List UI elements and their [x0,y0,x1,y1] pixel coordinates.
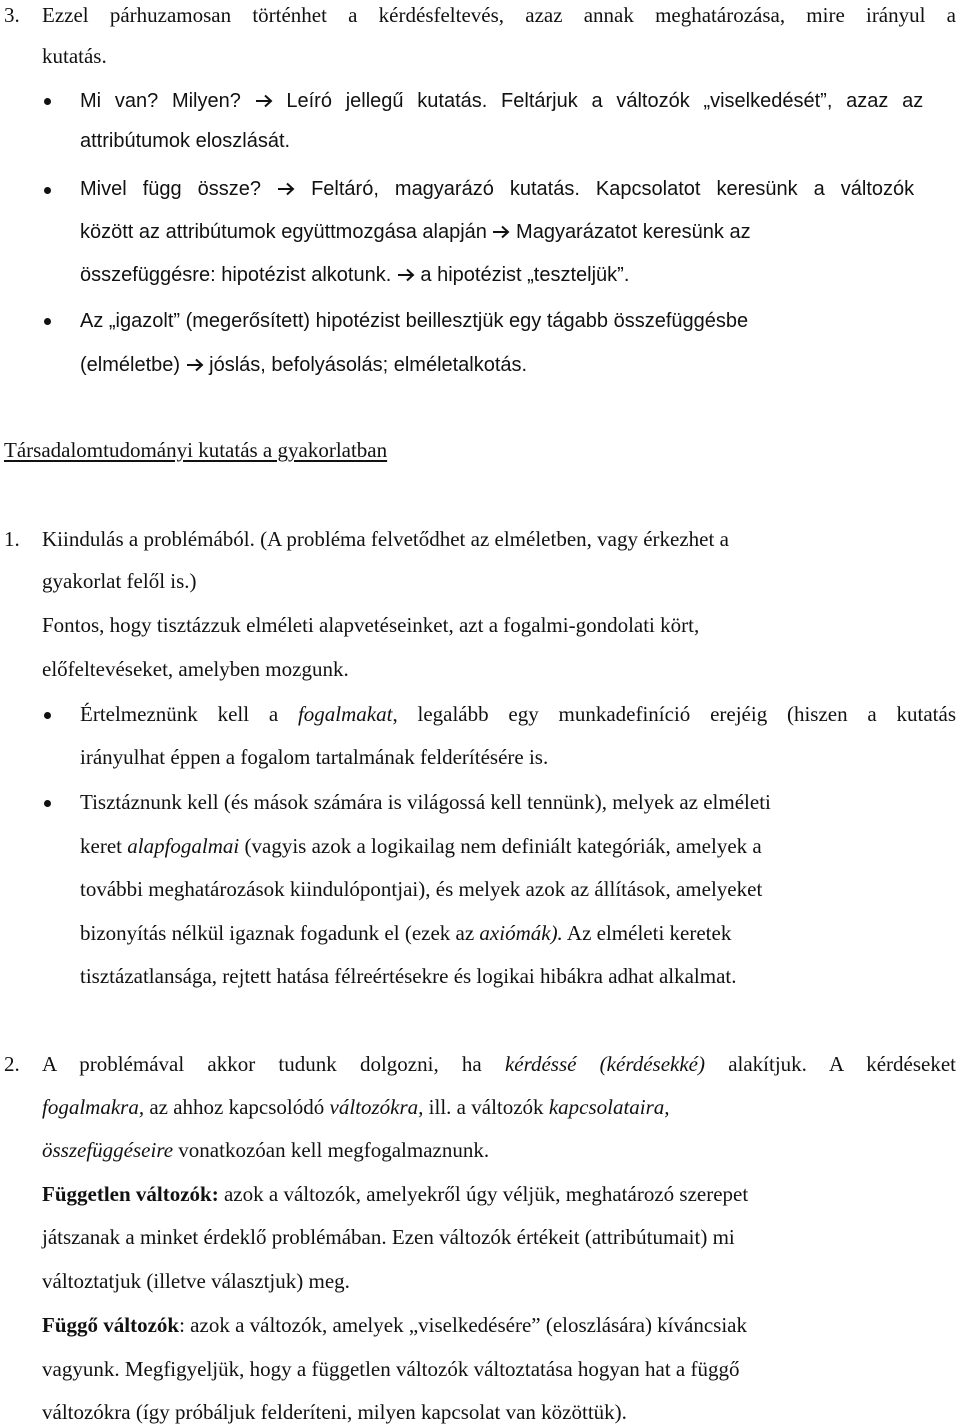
bullet-a3-line-2: (elméletbe) jóslás, befolyásolás; elméletalkotás. [80,354,528,376]
item-2-line-3: összefüggéseire vonatkozóan kell megfogalmaznunk. [42,1138,490,1162]
bullet-a1-line-1: Mi van? Milyen? Leíró jellegű kutatás. Feltárjuk a változók „viselkedését”, azaz az [80,90,924,112]
independent-variables-line-3: változtatjuk (illetve választjuk) meg. [42,1269,350,1293]
bullet-marker [44,800,51,807]
independent-variables-term: Független változók: [42,1182,219,1206]
bullet-a2-line-3: összefüggésre: hipotézist alkotunk. a hipotézist „teszteljük”. [80,264,630,286]
item-1-number: 1. [4,527,20,551]
bullet-a1-line-2: attribútumok eloszlását. [80,130,291,152]
item-1-line-2: gyakorlat felől is.) [42,569,197,593]
bullet-a2-line-2: között az attribútumok együttmozgása alapján Magyarázatot keresünk az [80,221,751,243]
right-arrow-icon [492,225,510,239]
bullet-marker [44,187,51,194]
independent-variables-line-2: játszanak a minket érdeklő problémában. Ezen változók értékeit (attribútumait) mi [42,1225,735,1249]
bullet-b2-line-1: Tisztáznunk kell (és mások számára is világossá kell tennünk), melyek az elméleti [80,790,771,814]
item-2-line-1: A problémával akkor tudunk dolgozni, ha kérdéssé (kérdésekké) alakítjuk. A kérdéseket [42,1052,956,1076]
bullet-a3-line-1: Az „igazolt” (megerősített) hipotézist beillesztjük egy tágabb összefüggésbe [80,310,749,332]
bullet-b2-line-2: keret alapfogalmai (vagyis azok a logikailag nem definiált kategóriák, amelyek a [80,834,762,858]
bullet-b1-line-2: irányulhat éppen a fogalom tartalmának felderítésére is. [80,745,549,769]
right-arrow-icon [277,182,295,196]
bullet-b2-line-3: további meghatározások kiindulópontjai), és melyek azok az állítások, amelyeket [80,877,763,901]
item-3-number: 3. [4,3,20,27]
bullet-a2-line-1: Mivel függ össze? Feltáró, magyarázó kutatás. Kapcsolatot keresünk a változók [80,178,915,200]
item-2-line-2: fogalmakra, az ahhoz kapcsolódó változókra, ill. a változók kapcsolataira, [42,1095,670,1119]
section-heading: Társadalomtudományi kutatás a gyakorlatban [4,438,388,462]
item-2-number: 2. [4,1052,20,1076]
dependent-variables-line-1: Függő változók: azok a változók, amelyek „viselkedésére” (eloszlására) kíváncsiak [42,1313,747,1337]
bullet-marker [44,712,51,719]
bullet-b2-line-4: bizonyítás nélkül igaznak fogadunk el (ezek az axiómák). Az elméleti keretek [80,921,732,945]
bullet-marker [44,318,51,325]
independent-variables-line-1: Független változók: azok a változók, amelyekről úgy véljük, meghatározó szerepet [42,1182,749,1206]
bullet-b2-line-5: tisztázatlansága, rejtett hatása félreértésekre és logikai hibákra adhat alkalmat. [80,964,737,988]
right-arrow-icon [186,358,204,372]
bullet-b1-line-1: Értelmeznünk kell a fogalmakat, legalább egy munkadefiníció erejéig (hiszen a kutatás [80,702,956,726]
item-1-paragraph-line-2: előfeltevéseket, amelyben mozgunk. [42,657,349,681]
bullet-marker [44,98,51,105]
item-1-line-1: Kiindulás a problémából. (A probléma felvetődhet az elméletben, vagy érkezhet a [42,527,729,551]
right-arrow-icon [255,94,273,108]
dependent-variables-line-2: vagyunk. Megfigyeljük, hogy a független változók változtatása hogyan hat a függő [42,1357,740,1381]
dependent-variables-line-3: változókra (így próbáljuk felderíteni, milyen kapcsolat van közöttük). [42,1400,627,1424]
right-arrow-icon [397,268,415,282]
item-1-paragraph-line-1: Fontos, hogy tisztázzuk elméleti alapvetéseinket, azt a fogalmi-gondolati kört, [42,613,700,637]
dependent-variables-term: Függő változók [42,1313,180,1337]
item-3-line-2: kutatás. [42,44,107,68]
item-3-line-1: Ezzel párhuzamosan történhet a kérdésfeltevés, azaz annak meghatározása, mire irányul a [42,3,956,27]
